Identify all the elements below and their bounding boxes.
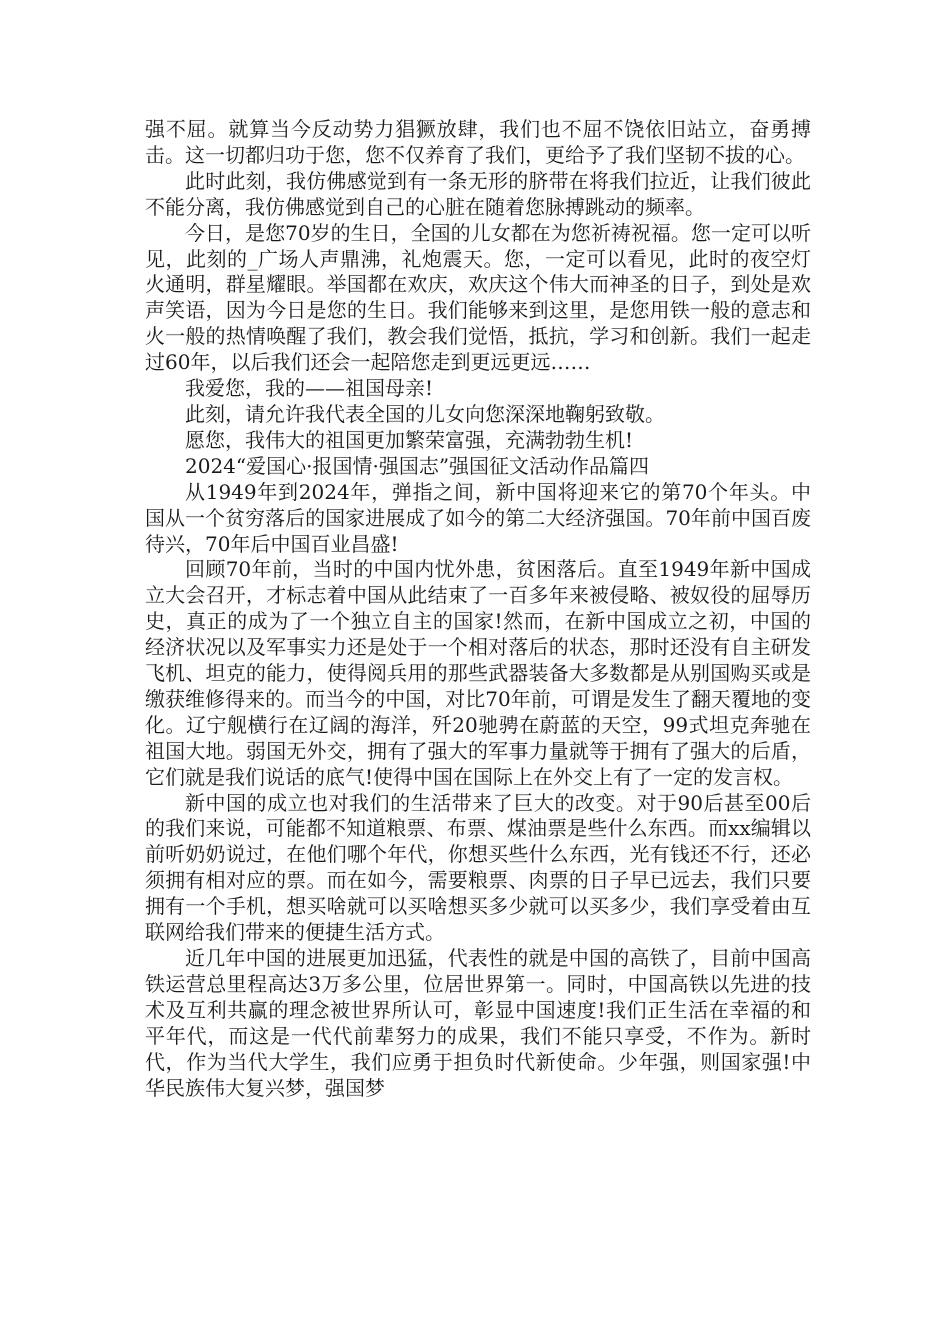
paragraph: 今日，是您70岁的生日，全国的儿女都在为您祈祷祝福。您一定可以听见，此刻的_广场人声鼎沸，礼炮震天。您，一定可以看见，此时的夜空灯火通明，群星耀眼。举国都在欢庆，欢庆这个伟大而神圣的日子，到处是欢声笑语，因为今日是您的生日。我们能够来到这里，是您用铁一般的意志和火一般的热情唤醒了我们，教会我们觉悟，抵抗，学习和创新。我们一起走过60年，以后我们还会一起陪您走到更远更远……	[145, 220, 811, 375]
paragraph: 从1949年到2024年，弹指之间，新中国将迎来它的第70个年头。中国从一个贫穷落后的国家进展成了如今的第二大经济强国。70年前中国百废待兴，70年后中国百业昌盛!	[145, 479, 811, 556]
paragraph: 新中国的成立也对我们的生活带来了巨大的改变。对于90后甚至00后的我们来说，可能都不知道粮票、布票、煤油票是些什么东西。而xx编辑以前听奶奶说过，在他们哪个年代，你想买些什么东西，光有钱还不行，还必须拥有相对应的票。而在如今，需要粮票、肉票的日子早已远去，我们只要拥有一个手机，想买啥就可以买啥想买多少就可以买多少，我们享受着由互联网给我们带来的便捷生活方式。	[145, 790, 811, 945]
paragraph: 此时此刻，我仿佛感觉到有一条无形的脐带在将我们拉近，让我们彼此不能分离，我仿佛感觉到自己的心脏在随着您脉搏跳动的频率。	[145, 168, 811, 219]
paragraph: 回顾70年前，当时的中国内忧外患，贫困落后。直至1949年新中国成立大会召开，才标志着中国从此结束了一百多年来被侵略、被奴役的屈辱历史，真正的成为了一个独立自主的国家!然而，在新中国成立之初，中国的经济状况以及军事实力还是处于一个相对落后的状态，那时还没有自主研发飞机、坦克的能力，使得阅兵用的那些武器装备大多数都是从别国购买或是缴获维修得来的。而当今的中国，对比70年前，可谓是发生了翻天覆地的变化。辽宁舰横行在辽阔的海洋，歼20驰骋在蔚蓝的天空，99式坦克奔驰在祖国大地。弱国无外交，拥有了强大的军事力量就等于拥有了强大的后盾，它们就是我们说话的底气!使得中国在国际上在外交上有了一定的发言权。	[145, 557, 811, 789]
paragraph: 愿您，我伟大的祖国更加繁荣富强，充满勃勃生机!	[185, 427, 634, 452]
paragraph: 强不屈。就算当今反动势力猖獗放肆，我们也不屈不饶依旧站立，奋勇搏击。这一切都归功于您，您不仅养育了我们，更给予了我们坚韧不拔的心。	[145, 117, 811, 167]
paragraph: 近几年中国的进展更加迅猛，代表性的就是中国的高铁了，目前中国高铁运营总里程高达3万多公里，位居世界第一。同时，中国高铁以先进的技术及互利共赢的理念被世界所认可，彰显中国速度!我们正生活在幸福的和平年代，而这是一代代前辈努力的成果，我们不能只享受，不作为。新时代，作为当代大学生，我们应勇于担负时代新使命。少年强，则国家强!中华民族伟大复兴梦，强国梦	[145, 946, 811, 1100]
document-body	[145, 117, 811, 1101]
section-heading: 2024“爱国心·报国情·强国志”强国征文活动作品篇四	[185, 453, 650, 478]
paragraph: 此刻，请允许我代表全国的儿女向您深深地鞠躬致敬。	[185, 401, 665, 426]
paragraph: 我爱您，我的——祖国母亲!	[185, 376, 434, 401]
